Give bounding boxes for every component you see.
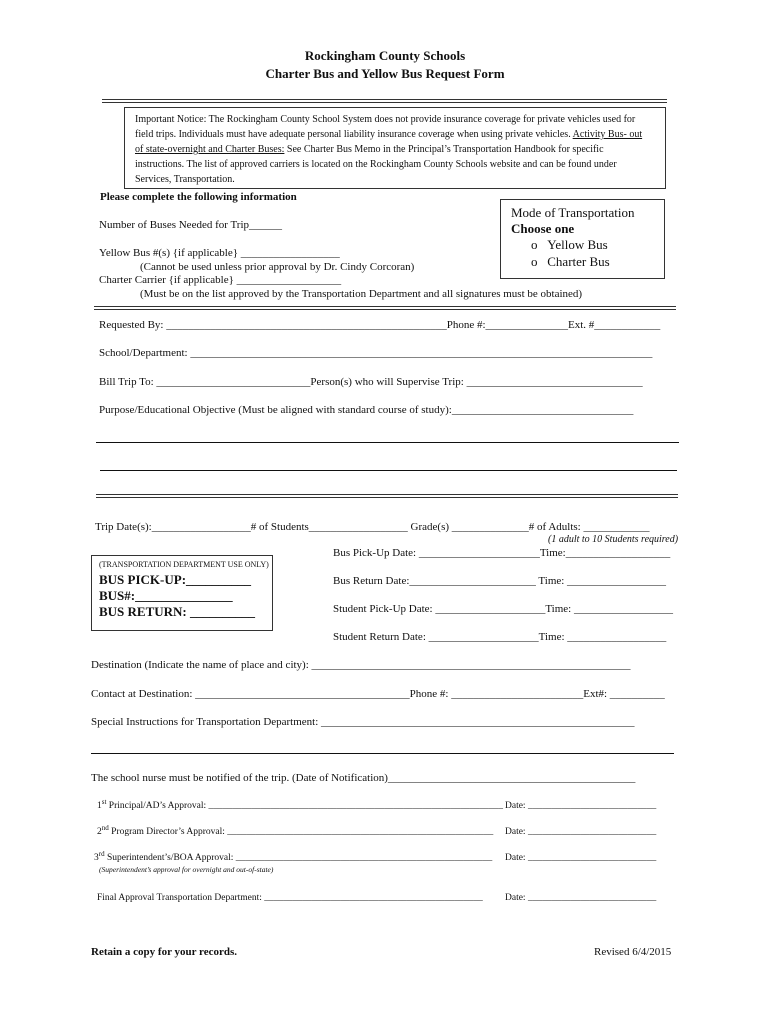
superintendent-approval-date[interactable]: Date: ___________________________ <box>505 853 657 863</box>
notice-line-5: Services, Transportation. <box>135 174 235 185</box>
notice-line-4: instructions. The list of approved carriers is located on the Rockingham County Schools website and can be found under <box>135 159 617 170</box>
notice-line-1: Important Notice: The Rockingham County School System does not provide insurance coverage for private vehicles used for <box>135 114 636 125</box>
notice-box <box>124 107 666 189</box>
yellow-bus-note: (Cannot be used unless prior approval by Dr. Cindy Corcoran) <box>140 261 415 273</box>
superintendent-approval-field[interactable]: 3rd Superintendent’s/BOA Approval: ______________________________________________________ <box>94 849 493 863</box>
yellow-bus-field[interactable]: Yellow Bus #(s) {if applicable} __________________ <box>99 247 340 259</box>
dept-use-label: (TRANSPORTATION DEPARTMENT USE ONLY) <box>99 560 269 569</box>
program-director-approval-field[interactable]: 2nd Program Director’s Approval: ________________________________________________________ <box>97 823 494 837</box>
bus-return-date-field[interactable]: Bus Return Date:_______________________ Time: __________________ <box>333 575 667 587</box>
student-return-date-field[interactable]: Student Return Date: ____________________Time: __________________ <box>333 631 667 643</box>
form-title: Charter Bus and Yellow Bus Request Form <box>265 66 505 81</box>
principal-approval-date[interactable]: Date: ___________________________ <box>505 801 657 811</box>
purpose-line-2[interactable] <box>100 470 677 471</box>
special-instructions-field[interactable]: Special Instructions for Transportation Department: _________________________________________________________ <box>91 716 635 728</box>
mode-choose: Choose one <box>511 221 575 236</box>
mode-option-yellow[interactable]: o Yellow Bus <box>531 237 608 252</box>
section-divider-1 <box>94 306 676 310</box>
requested-by-field[interactable]: Requested By: ___________________________________________________Phone #:_______________Ext. #____________ <box>99 319 661 331</box>
org-title: Rockingham County Schools <box>304 48 466 63</box>
mode-option-charter[interactable]: o Charter Bus <box>531 254 610 269</box>
trip-dates-row[interactable]: Trip Date(s):__________________# of Students__________________ Grade(s) ______________# of Adults: ____________ <box>95 521 650 533</box>
ratio-note: (1 adult to 10 Students required) <box>548 534 679 545</box>
student-pickup-date-field[interactable]: Student Pick-Up Date: ____________________Time: __________________ <box>333 603 673 615</box>
bus-pickup-date-field[interactable]: Bus Pick-Up Date: ______________________Time:___________________ <box>333 547 671 559</box>
header-divider <box>102 99 667 103</box>
retain-copy-note: Retain a copy for your records. <box>91 946 238 958</box>
purpose-line-1[interactable] <box>96 442 679 443</box>
mode-box <box>500 199 665 279</box>
section-divider-2 <box>96 494 678 498</box>
dept-use-box <box>91 555 273 631</box>
principal-approval-field[interactable]: 1st Principal/AD’s Approval: ______________________________________________________________ <box>97 797 504 811</box>
dept-bus-return[interactable]: BUS RETURN: __________ <box>99 604 256 619</box>
buses-needed-field[interactable]: Number of Buses Needed for Trip______ <box>99 219 283 231</box>
dept-bus-number[interactable]: BUS#:_______________ <box>99 588 233 603</box>
radio-icon[interactable]: o <box>531 237 538 252</box>
destination-field[interactable]: Destination (Indicate the name of place and city): __________________________________________________________ <box>91 659 631 671</box>
radio-icon[interactable]: o <box>531 254 538 269</box>
notice-line-2: field trips. Individuals must have adequate personal liability insurance coverage when using private vehicles. Activity Bus- out <box>135 129 643 140</box>
revised-date: Revised 6/4/2015 <box>594 946 672 958</box>
bill-trip-field[interactable]: Bill Trip To: ____________________________Person(s) who will Supervise Trip: ________________________________ <box>99 376 643 388</box>
mode-title: Mode of Transportation <box>511 205 635 220</box>
final-approval-date[interactable]: Date: ___________________________ <box>505 893 657 903</box>
charter-carrier-field[interactable]: Charter Carrier {if applicable} ___________________ <box>99 274 342 286</box>
final-approval-field[interactable]: Final Approval Transportation Department: ______________________________________________ <box>97 893 483 903</box>
program-director-approval-date[interactable]: Date: ___________________________ <box>505 827 657 837</box>
contact-destination-field[interactable]: Contact at Destination: _______________________________________Phone #: ________________________Ext#: __________ <box>91 688 665 700</box>
school-department-field[interactable]: School/Department: ____________________________________________________________________________________ <box>99 347 653 359</box>
charter-note: (Must be on the list approved by the Transportation Department and all signatures must be obtained) <box>140 288 583 300</box>
nurse-notification-field[interactable]: The school nurse must be notified of the trip. (Date of Notification)_____________________________________________ <box>91 772 636 784</box>
purpose-field[interactable]: Purpose/Educational Objective (Must be aligned with standard course of study):_________________________________ <box>99 404 634 416</box>
special-instructions-line[interactable] <box>91 753 674 754</box>
notice-line-3: of state-overnight and Charter Buses: See Charter Bus Memo in the Principal’s Transportation Handbook for specific <box>135 144 604 155</box>
info-heading: Please complete the following information <box>100 191 297 203</box>
dept-bus-pickup[interactable]: BUS PICK-UP:__________ <box>99 572 252 587</box>
superintendent-approval-note: (Superintendent’s approval for overnight and out-of-state) <box>99 865 274 874</box>
